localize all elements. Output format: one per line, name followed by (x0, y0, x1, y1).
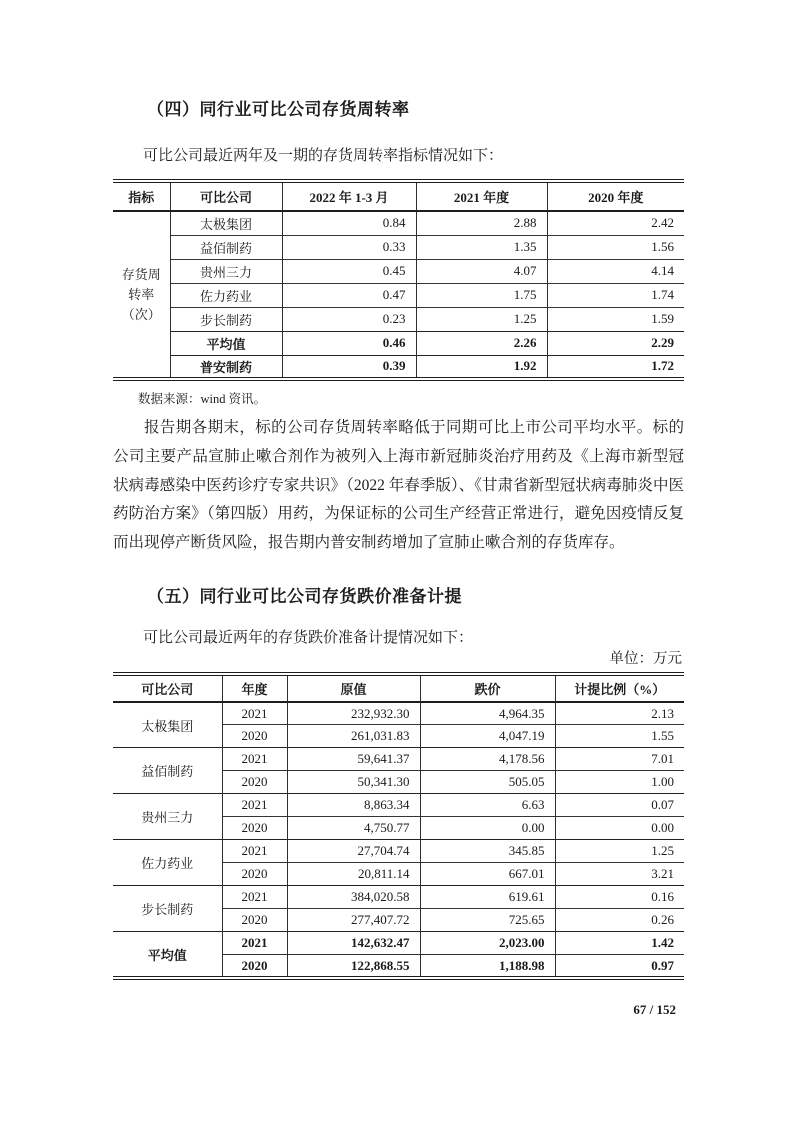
original-value-cell: 142,632.47 (287, 932, 420, 955)
data-source-note: 数据来源：wind 资讯。 (138, 392, 267, 406)
company-cell: 步长制药 (170, 307, 282, 331)
table-row (113, 840, 684, 863)
company-cell: 平均值 (170, 331, 282, 355)
header-row (113, 674, 684, 702)
ratio-cell: 0.16 (555, 886, 684, 909)
ratio-cell: 1.42 (555, 932, 684, 955)
section5-heading: （五）同行业可比公司存货跌价准备计提 (147, 586, 462, 606)
company-merged-cell: 佐力药业 (113, 840, 222, 886)
provision-cell: 345.85 (420, 840, 555, 863)
average-row (113, 331, 684, 355)
ratio-cell: 1.55 (555, 725, 684, 748)
turnover-table-header (113, 181, 684, 211)
value-cell: 4.07 (416, 259, 547, 283)
ratio-cell: 7.01 (555, 748, 684, 771)
col-header-company: 可比公司 (113, 674, 222, 702)
value-cell: 1.74 (547, 283, 684, 307)
year-cell: 2020 (222, 817, 287, 840)
year-cell: 2021 (222, 794, 287, 817)
col-header-ratio: 计提比例（%） (555, 674, 684, 702)
value-cell: 1.92 (416, 355, 547, 379)
company-merged-cell: 贵州三力 (113, 794, 222, 840)
section4-intro: 可比公司最近两年及一期的存货周转率指标情况如下： (143, 148, 504, 164)
table-row (113, 794, 684, 817)
value-cell: 4.14 (547, 259, 684, 283)
original-value-cell: 27,704.74 (287, 840, 420, 863)
year-cell: 2021 (222, 886, 287, 909)
col-header-2020: 2020 年度 (547, 181, 684, 211)
col-header-year: 年度 (222, 674, 287, 702)
value-cell: 1.75 (416, 283, 547, 307)
value-cell: 1.72 (547, 355, 684, 379)
company-cell: 普安制药 (170, 355, 282, 379)
company-merged-cell: 步长制药 (113, 886, 222, 932)
section4-heading: （四）同行业可比公司存货周转率 (147, 100, 410, 119)
header-row (113, 181, 684, 211)
ratio-cell: 2.13 (555, 702, 684, 725)
year-cell: 2020 (222, 909, 287, 932)
average-row (113, 932, 684, 955)
table-row (113, 283, 684, 307)
provision-table-body (113, 702, 684, 978)
turnover-table-body (113, 211, 684, 379)
inventory-provision-table (113, 672, 684, 980)
provision-cell: 4,178.56 (420, 748, 555, 771)
company-cell: 益佰制药 (170, 235, 282, 259)
ratio-cell: 0.07 (555, 794, 684, 817)
year-cell: 2020 (222, 771, 287, 794)
ratio-cell: 1.25 (555, 840, 684, 863)
indicator-merged-cell: 存货周转率（次） (113, 211, 170, 379)
original-value-cell: 50,341.30 (287, 771, 420, 794)
value-cell: 1.56 (547, 235, 684, 259)
table-row (113, 886, 684, 909)
provision-cell: 1,188.98 (420, 955, 555, 978)
provision-cell: 619.61 (420, 886, 555, 909)
value-cell: 1.25 (416, 307, 547, 331)
value-cell: 2.88 (416, 211, 547, 235)
provision-cell: 6.63 (420, 794, 555, 817)
section-inventory-provision (113, 586, 684, 980)
col-header-2021: 2021 年度 (416, 181, 547, 211)
table-row (113, 235, 684, 259)
inventory-turnover-table (113, 179, 684, 381)
value-cell: 1.35 (416, 235, 547, 259)
value-cell: 2.29 (547, 331, 684, 355)
ratio-cell: 0.97 (555, 955, 684, 978)
value-cell: 0.47 (282, 283, 416, 307)
year-cell: 2021 (222, 840, 287, 863)
company-cell: 太极集团 (170, 211, 282, 235)
value-cell: 0.23 (282, 307, 416, 331)
ratio-cell: 0.00 (555, 817, 684, 840)
original-value-cell: 232,932.30 (287, 702, 420, 725)
section-inventory-turnover (113, 99, 684, 558)
company-merged-cell: 太极集团 (113, 702, 222, 748)
value-cell: 0.39 (282, 355, 416, 379)
value-cell: 1.59 (547, 307, 684, 331)
company-merged-cell: 益佰制药 (113, 748, 222, 794)
provision-cell: 725.65 (420, 909, 555, 932)
year-cell: 2020 (222, 725, 287, 748)
table-row (113, 748, 684, 771)
section4-body-paragraph: 报告期各期末，标的公司存货周转率略低于同期可比上市公司平均水平。标的公司主要产品宣肺止嗽合剂作为被列入上海市新冠肺炎治疗用药及《上海市新型冠状病毒感染中医药诊疗专家共识》（2022 年春季版）、《甘肃省新型冠状病毒肺炎中医药防治方案》（第四版）用药，为保证标的公司生产经营正常进行，避免因疫情反复而出现停产断货风险，报告期内普安制药增加了宣肺止嗽合剂的存货库存。 (113, 419, 684, 552)
page-number: 67 / 152 (633, 1001, 676, 1017)
ratio-cell: 3.21 (555, 863, 684, 886)
value-cell: 2.42 (547, 211, 684, 235)
table-row (113, 702, 684, 725)
company-cell: 贵州三力 (170, 259, 282, 283)
col-header-indicator: 指标 (113, 181, 170, 211)
provision-table-header (113, 674, 684, 702)
year-cell: 2021 (222, 932, 287, 955)
year-cell: 2021 (222, 748, 287, 771)
value-cell: 0.45 (282, 259, 416, 283)
provision-cell: 4,964.35 (420, 702, 555, 725)
original-value-cell: 384,020.58 (287, 886, 420, 909)
provision-cell: 505.05 (420, 771, 555, 794)
value-cell: 0.33 (282, 235, 416, 259)
provision-cell: 0.00 (420, 817, 555, 840)
provision-cell: 2,023.00 (420, 932, 555, 955)
provision-cell: 4,047.19 (420, 725, 555, 748)
value-cell: 2.26 (416, 331, 547, 355)
original-value-cell: 59,641.37 (287, 748, 420, 771)
year-cell: 2020 (222, 955, 287, 978)
ratio-cell: 1.00 (555, 771, 684, 794)
col-header-2022q1: 2022 年 1-3 月 (282, 181, 416, 211)
ratio-cell: 0.26 (555, 909, 684, 932)
year-cell: 2021 (222, 702, 287, 725)
col-header-company: 可比公司 (170, 181, 282, 211)
section5-intro: 可比公司最近两年的存货跌价准备计提情况如下： (143, 629, 474, 646)
year-cell: 2020 (222, 863, 287, 886)
original-value-cell: 277,407.72 (287, 909, 420, 932)
provision-cell: 667.01 (420, 863, 555, 886)
table-row (113, 259, 684, 283)
value-cell: 0.84 (282, 211, 416, 235)
company-cell: 佐力药业 (170, 283, 282, 307)
original-value-cell: 122,868.55 (287, 955, 420, 978)
original-value-cell: 20,811.14 (287, 863, 420, 886)
table-row (113, 211, 684, 235)
original-value-cell: 4,750.77 (287, 817, 420, 840)
value-cell: 0.46 (282, 331, 416, 355)
col-header-provision: 跌价 (420, 674, 555, 702)
company-merged-cell: 平均值 (113, 932, 222, 978)
col-header-original-value: 原值 (287, 674, 420, 702)
table-row (113, 307, 684, 331)
target-company-row (113, 355, 684, 379)
original-value-cell: 261,031.83 (287, 725, 420, 748)
original-value-cell: 8,863.34 (287, 794, 420, 817)
unit-note: 单位：万元 (609, 650, 682, 667)
